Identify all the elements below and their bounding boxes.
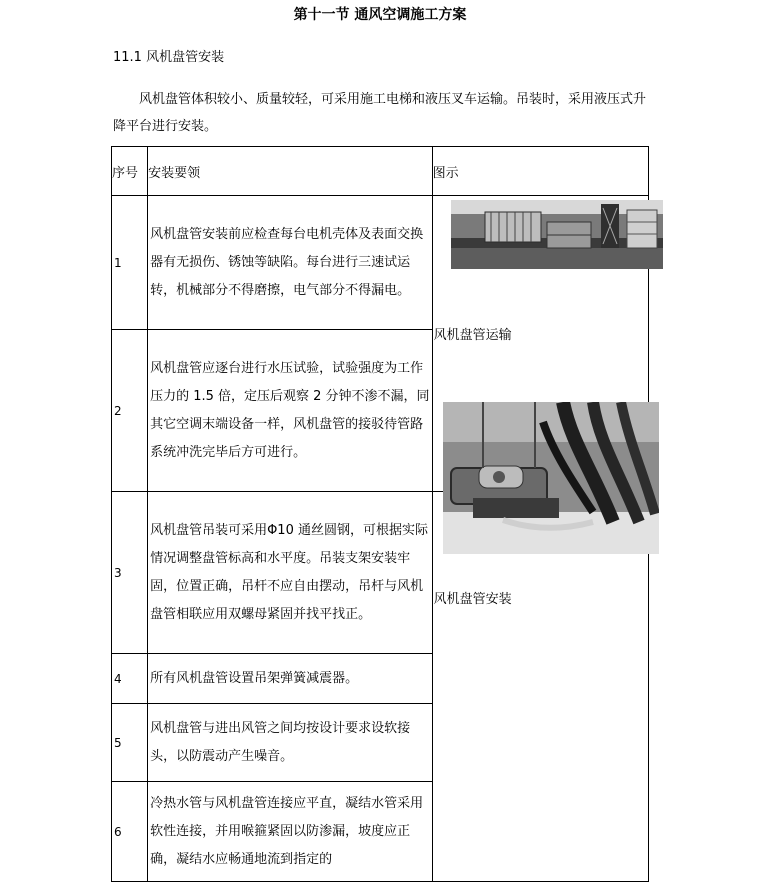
header-requirements: 安装要领 [148, 147, 433, 196]
caption-transport: 风机盘管运输 [433, 328, 512, 343]
fan-coil-installation-photo [443, 402, 659, 554]
caption-install: 风机盘管安装 [433, 592, 512, 607]
header-figure: 图示 [432, 147, 648, 196]
table-row [112, 196, 649, 330]
header-no: 序号 [112, 147, 148, 196]
table-row [112, 492, 649, 654]
row-text: 所有风机盘管设置吊架弹簧减震器。 [148, 654, 433, 704]
row-text: 风机盘管吊装可采用Φ10 通丝圆钢，可根据实际情况调整盘管标高和水平度。吊装支架安装牢固，位置正确，吊杆不应自由摆动，吊杆与风机盘管相联应用双螺母紧固并找平找正。 [148, 492, 433, 654]
row-text: 风机盘管应逐台进行水压试验，试验强度为工作压力的 1.5 倍，定压后观察 2 分钟不渗不漏，同其它空调末端设备一样，风机盘管的接驳待管路系统冲洗完毕后方可进行。 [148, 330, 433, 492]
installation-table [111, 146, 649, 882]
intro-text: 风机盘管体积较小、质量较轻，可采用施工电梯和液压叉车运输。吊装时，采用液压式升降平台进行安装。 [113, 92, 647, 134]
figure-cell-install [432, 492, 648, 882]
intro-paragraph [113, 86, 647, 140]
row-text: 冷热水管与风机盘管连接应平直，凝结水管采用软性连接，并用喉箍紧固以防渗漏，坡度应正确，凝结水应畅通地流到指定的 [148, 782, 433, 882]
row-text: 风机盘管与进出风管之间均按设计要求设软接头，以防震动产生噪音。 [148, 704, 433, 782]
row-number: 1 [112, 196, 148, 330]
section-title: 第十一节 通风空调施工方案 [293, 7, 467, 23]
row-number: 5 [112, 704, 148, 782]
table-header-row [112, 147, 649, 196]
subheading: 11.1 风机盘管安装 [113, 50, 225, 65]
fan-coil-transport-photo [451, 200, 663, 269]
row-number: 2 [112, 330, 148, 492]
row-text: 风机盘管安装前应检查每台电机壳体及表面交换器有无损伤、锈蚀等缺陷。每台进行三速试运转，机械部分不得磨擦，电气部分不得漏电。 [148, 196, 433, 330]
row-number: 4 [112, 654, 148, 704]
row-number: 3 [112, 492, 148, 654]
row-number: 6 [112, 782, 148, 882]
